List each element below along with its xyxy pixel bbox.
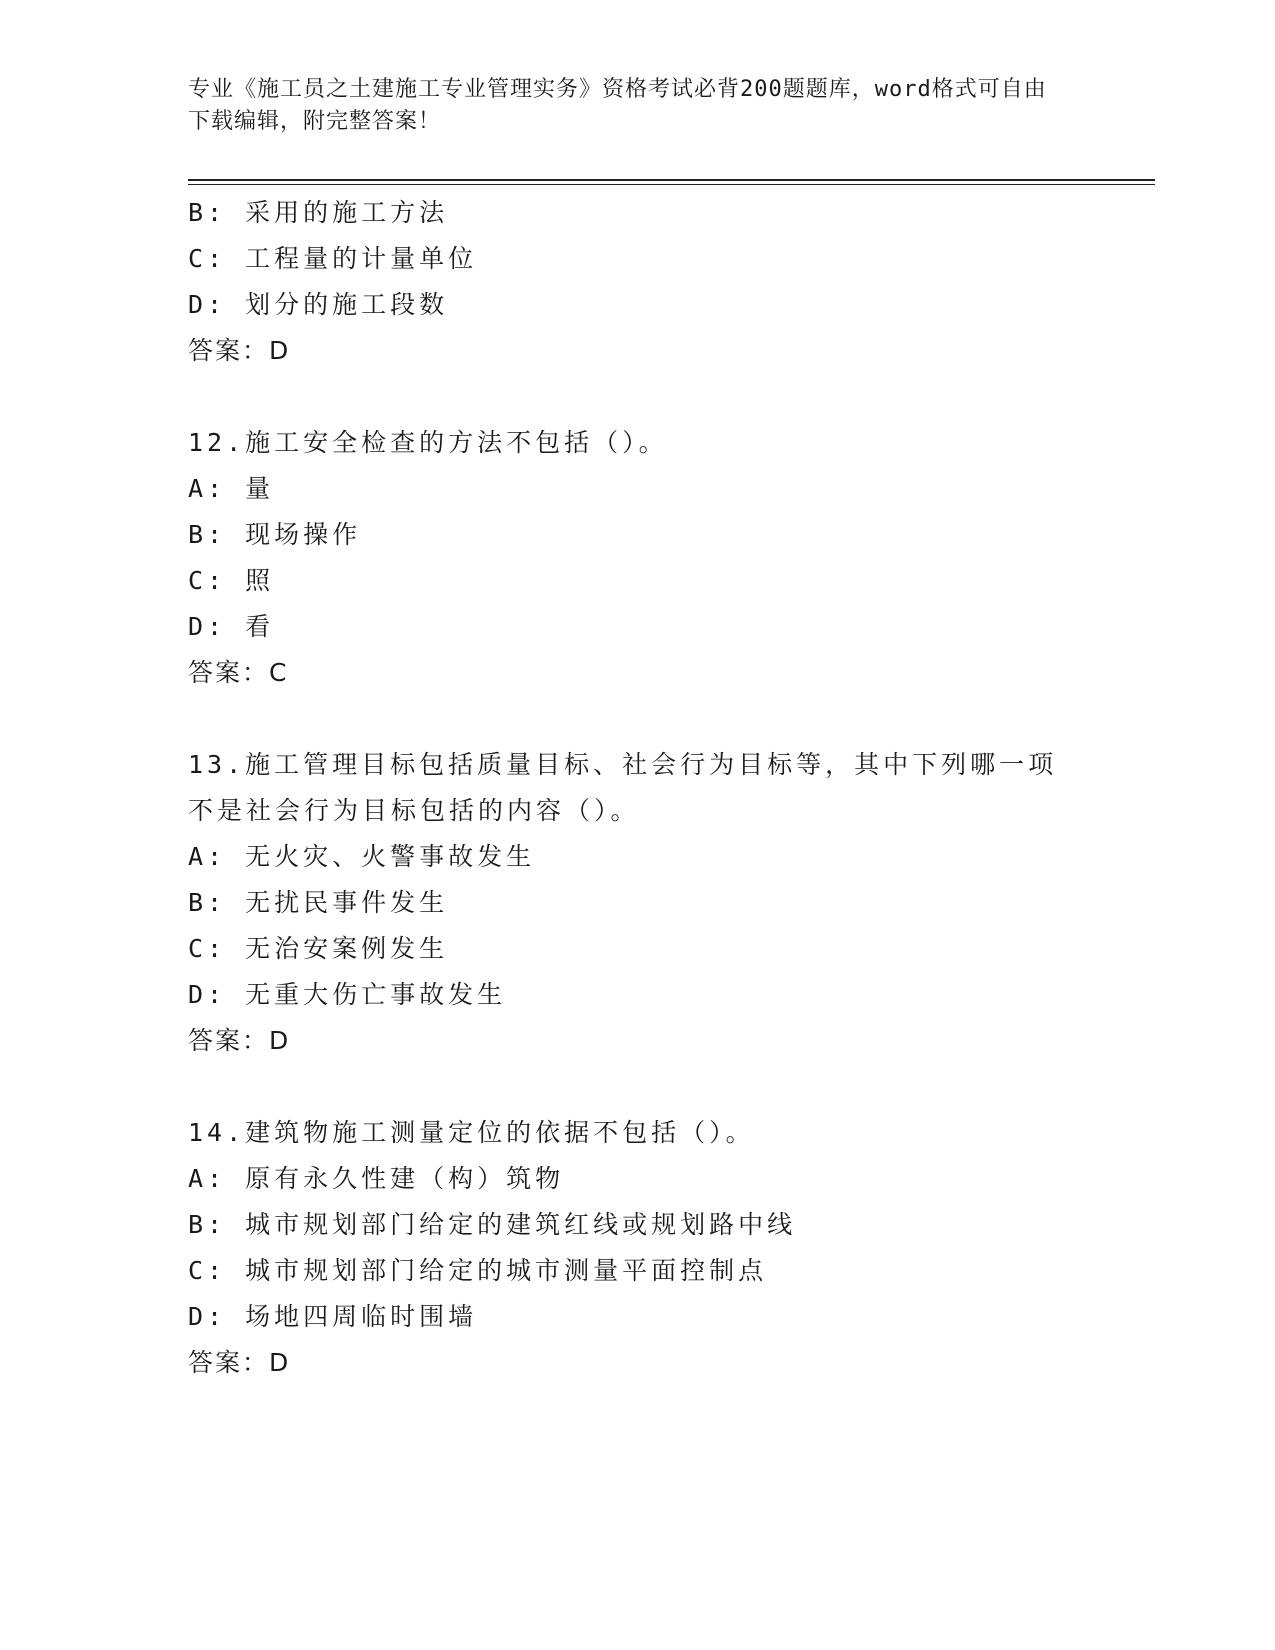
question-block bbox=[188, 420, 1088, 696]
header-divider-thick bbox=[188, 179, 1155, 181]
question-block bbox=[188, 1110, 1088, 1386]
option-b: B: 现场操作 bbox=[188, 520, 362, 549]
option-b: B: 无扰民事件发生 bbox=[188, 888, 449, 917]
block-spacer bbox=[188, 1064, 1088, 1110]
option-a: A: 原有永久性建（构）筑物 bbox=[188, 1164, 565, 1193]
question-stem: 13.施工管理目标包括质量目标、社会行为目标等，其中下列哪一项不是社会行为目标包括的内容（）。 bbox=[188, 750, 1058, 825]
option-b: B: 采用的施工方法 bbox=[188, 198, 449, 227]
answer-line: 答案：D bbox=[188, 336, 291, 365]
option-d: D: 场地四周临时围墙 bbox=[188, 1302, 478, 1331]
option-c: C: 无治安案例发生 bbox=[188, 934, 449, 963]
answer-line: 答案：C bbox=[188, 658, 289, 687]
header-divider-thin bbox=[188, 184, 1155, 185]
option-c: C: 工程量的计量单位 bbox=[188, 244, 478, 273]
block-spacer bbox=[188, 696, 1088, 742]
option-a: A: 量 bbox=[188, 474, 275, 503]
option-c: C: 城市规划部门给定的城市测量平面控制点 bbox=[188, 1256, 768, 1285]
option-d: D: 划分的施工段数 bbox=[188, 290, 449, 319]
option-a: A: 无火灾、火警事故发生 bbox=[188, 842, 536, 871]
question-stem: 12.施工安全检查的方法不包括（）。 bbox=[188, 428, 668, 457]
option-d: D: 无重大伤亡事故发生 bbox=[188, 980, 507, 1009]
answer-line: 答案：D bbox=[188, 1026, 291, 1055]
question-block bbox=[188, 742, 1088, 1064]
question-block bbox=[188, 190, 1088, 374]
option-d: D: 看 bbox=[188, 612, 275, 641]
answer-line: 答案：D bbox=[188, 1348, 291, 1377]
document-header: 专业《施工员之土建施工专业管理实务》资格考试必背200题题库，word格式可自由下载编辑，附完整答案！ bbox=[188, 77, 1047, 134]
block-spacer bbox=[188, 374, 1088, 420]
question-stem: 14.建筑物施工测量定位的依据不包括（）。 bbox=[188, 1118, 755, 1147]
option-b: B: 城市规划部门给定的建筑红线或规划路中线 bbox=[188, 1210, 797, 1239]
question-list bbox=[188, 190, 1088, 1386]
option-c: C: 照 bbox=[188, 566, 275, 595]
